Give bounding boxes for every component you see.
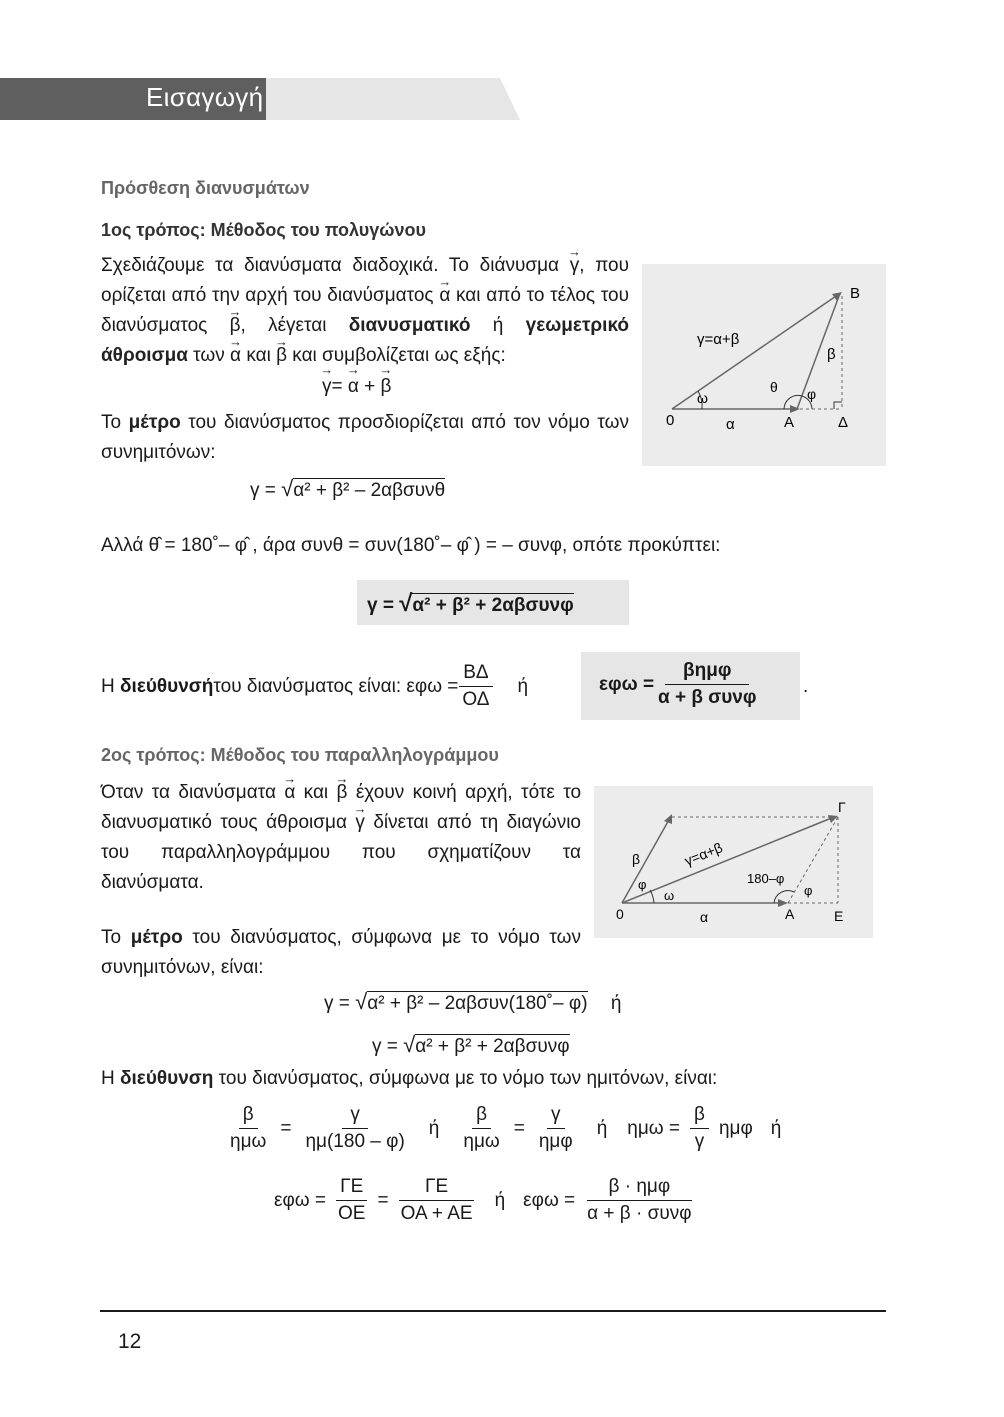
label-phi-2: φ bbox=[804, 883, 813, 898]
figure2-diagram bbox=[594, 786, 873, 938]
sine-law-formula: $\frac{\beta}{\text{ημω}}$ = $\frac{\gamma}{\eta\mu(180 - \varphi)}$ ή $\frac{\beta}{\text{ημω}}$ = $\frac{\gamma}{\text{ημφ}}$ ή ημω = $\frac{\beta}{\gamma}$ ημφ ή bbox=[230, 1104, 782, 1152]
section-title: Πρόσθεση διανυσμάτων bbox=[101, 178, 310, 198]
direction-paragraph: Η διεύθυνσή του διανύσματος είναι: εφω = $\frac{B\Delta}{O\Delta}$ ή bbox=[101, 660, 528, 713]
label-phi-1: φ bbox=[638, 877, 647, 892]
label-angle: 180–φ bbox=[747, 871, 785, 886]
label-alpha: α bbox=[700, 909, 709, 925]
page-number: 12 bbox=[118, 1330, 142, 1353]
footer-rule bbox=[100, 1310, 886, 1312]
direction2-paragraph: Η διεύθυνση του διανύσματος, σύμφωνα με το νόμο των ημιτόνων, είναι: bbox=[101, 1068, 718, 1089]
right-angle-mark bbox=[834, 402, 842, 409]
omega-arc bbox=[650, 890, 654, 903]
label-G: Γ bbox=[838, 799, 846, 815]
label-beta: β bbox=[632, 851, 641, 867]
method1-paragraph: Σχεδιάζουμε τα διανύσματα διαδοχικά. Το διάνυσμα → γ, που ορίζεται από την αρχή του διανύσματος → α και από το τέλος του διανύσματος → β, λέγεται διανυσματικό ή γεωμετρικό άθροισμα των → α και → β και συμβολίζεται ως εξής: bbox=[101, 251, 629, 371]
label-A: Α bbox=[785, 906, 795, 922]
boxed-magnitude-formula: γ = √α² + β² + 2αβσυνφ bbox=[357, 580, 629, 625]
method2-title: 2ος τρόπος: Μέθοδος του παραλληλογράμμου bbox=[101, 745, 499, 765]
period: . bbox=[803, 676, 809, 697]
boxed-direction-formula: εφω = $\frac{\text{βημφ}}{\text{α + β συνφ}}$ bbox=[581, 652, 800, 720]
label-theta: θ bbox=[770, 379, 778, 395]
label-O: 0 bbox=[666, 412, 675, 429]
label-omega: ω bbox=[664, 888, 675, 903]
label-gamma-eq: γ=α+β bbox=[697, 331, 740, 348]
vector-gamma-line bbox=[622, 817, 834, 903]
cos-law-formula-3: γ = √α² + β² + 2αβσυνφ bbox=[372, 1032, 570, 1057]
label-D: Δ bbox=[838, 414, 849, 431]
metro2-paragraph: Το μέτρο του διανύσματος, σύμφωνα με το νόμο των συνημιτόνων, είναι: bbox=[101, 927, 581, 978]
law-of-cosines-formula: γ = √α² + β² – 2αβσυνθ bbox=[250, 476, 446, 501]
cos-law-formula-2: γ = √α² + β² – 2αβσυν(180˚– φ) ή bbox=[324, 989, 622, 1014]
figure-parallelogram-method bbox=[594, 786, 873, 938]
label-gamma-eq: γ=α+β bbox=[682, 839, 725, 869]
angle-arc bbox=[774, 891, 794, 903]
metro-paragraph: Το μέτρο του διανύσματος προσδιορίζεται από τον νόμο των συνημιτόνων: bbox=[101, 412, 629, 463]
label-beta: β bbox=[827, 346, 836, 363]
fraction-bd-od: $\frac{B\Delta}{O\Delta}$ bbox=[458, 660, 493, 713]
vector-beta-arrow bbox=[664, 814, 672, 824]
label-B: Β bbox=[850, 285, 861, 302]
method1-title: 1ος τρόπος: Μέθοδος του πολυγώνου bbox=[101, 220, 426, 240]
tan-formula: εφω = $\frac{\Gamma E}{OE}$ = $\frac{\Gamma E}{OA + AE}$ ή εφω = $\frac{\text{β · ημφ}}{\text{α + β · συνφ}}$ bbox=[274, 1176, 692, 1224]
label-O: 0 bbox=[616, 906, 624, 922]
chapter-title: Εισαγωγή bbox=[146, 82, 264, 112]
parallel-side bbox=[788, 817, 838, 903]
method2-paragraph: Όταν τα διανύσματα → α και → β έχουν κοινή αρχή, τότε το διανυσματικό τους άθροισμα → γ δίνεται από τη διαγώνιο του παραλληλογράμμου που σχηματίζουν τα διανύσματα. bbox=[101, 778, 581, 898]
label-omega: ω bbox=[697, 390, 708, 406]
label-phi: φ bbox=[807, 386, 817, 402]
vector-sum-formula: → γ= → α + → β bbox=[322, 376, 391, 398]
figure-polygon-method bbox=[642, 264, 886, 466]
label-A: Α bbox=[784, 414, 795, 431]
substitution-paragraph: Αλλά θ̂ = 180˚– φ̂ , άρα συνθ = συν(180˚– φ̂ ) = – συνφ, οπότε προκύπτει: bbox=[101, 535, 721, 556]
figure1-diagram bbox=[642, 264, 886, 466]
label-alpha: α bbox=[726, 416, 735, 433]
label-E: Ε bbox=[834, 908, 844, 924]
